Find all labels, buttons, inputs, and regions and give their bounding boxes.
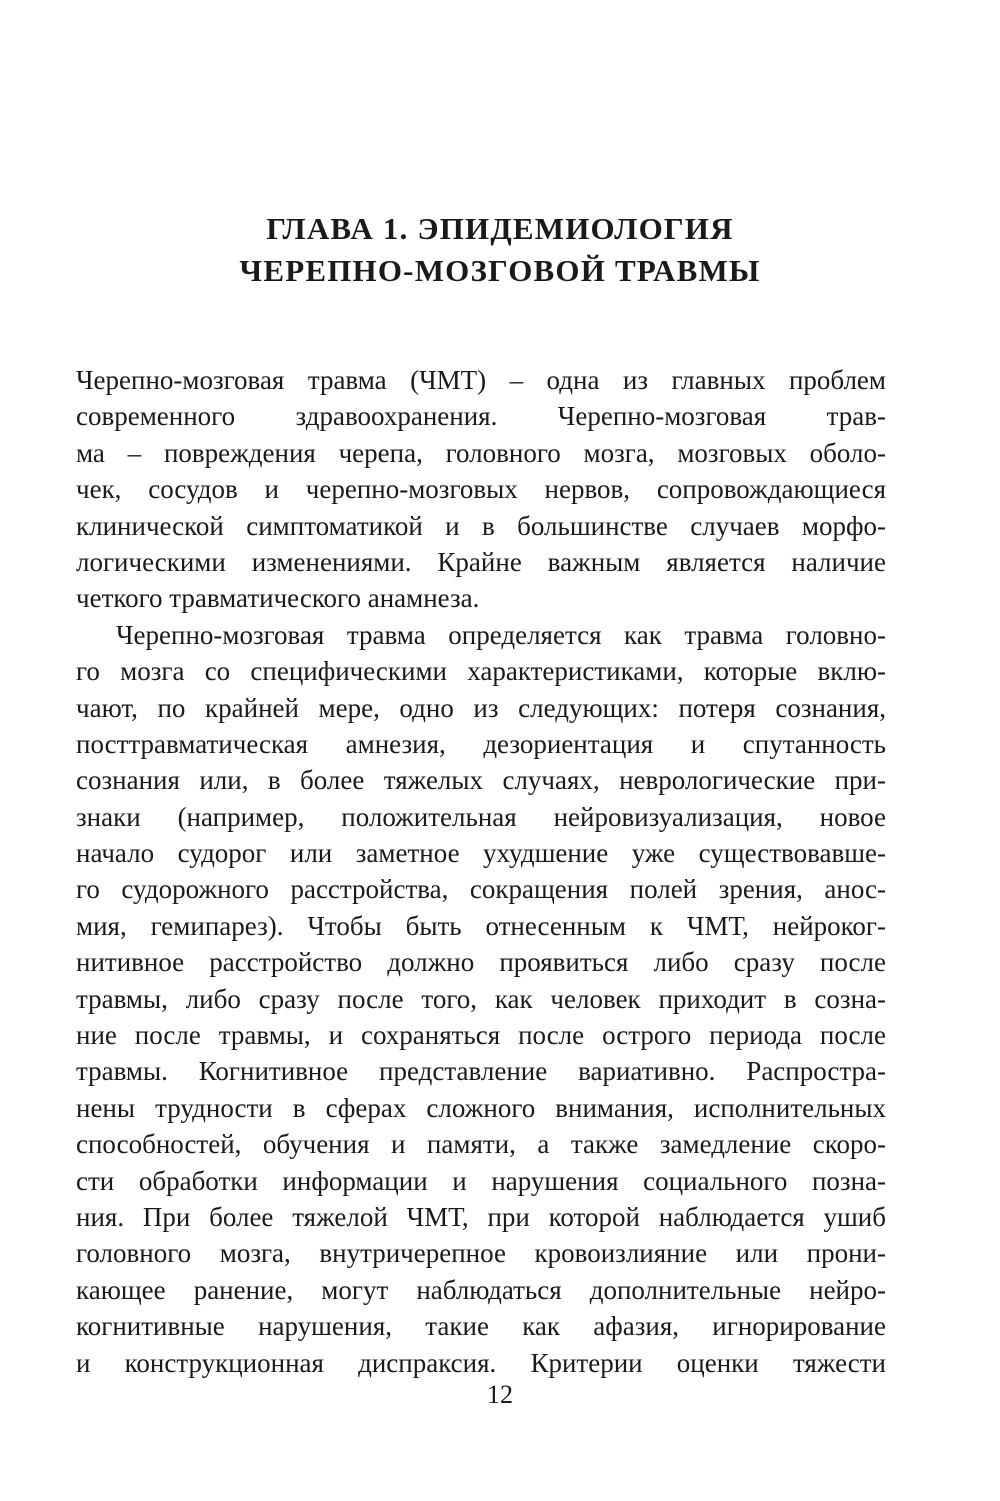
text-line: способностей, обучения и памяти, а также замедление скоро- <box>76 1129 886 1160</box>
text-line: ма – повреждения черепа, головного мозга, мозговых оболо- <box>76 437 886 468</box>
body-text <box>76 362 886 1381</box>
text-line: чают, по крайней мере, одно из следующих: потеря сознания, <box>76 692 886 723</box>
text-line: и конструкционная диспраксия. Критерии оценки тяжести <box>76 1347 886 1378</box>
chapter-title <box>0 208 1000 292</box>
text-line: сти обработки информации и нарушения социального позна- <box>76 1165 886 1196</box>
text-line: травмы. Когнитивное представление вариативно. Распростра- <box>76 1056 886 1087</box>
text-line: ния. При более тяжелой ЧМТ, при которой наблюдается ушиб <box>76 1201 886 1232</box>
page-number: 12 <box>487 1380 513 1409</box>
text-line: нитивное расстройство должно проявиться либо сразу после <box>76 947 886 978</box>
text-line: Черепно-мозговая травма определяется как травма головно- <box>116 619 886 650</box>
chapter-title-line-1: ГЛАВА 1. ЭПИДЕМИОЛОГИЯ <box>266 211 734 246</box>
text-line: Черепно-мозговая травма (ЧМТ) – одна из главных проблем <box>76 365 886 395</box>
text-line: головного мозга, внутричерепное кровоизлияние или прони- <box>76 1238 886 1269</box>
text-line: чек, сосудов и черепно-мозговых нервов, сопровождающиеся <box>76 474 886 505</box>
text-line: сознания или, в более тяжелых случаях, неврологические при- <box>76 765 886 796</box>
paragraph-2 <box>76 617 886 1381</box>
text-line: посттравматическая амнезия, дезориентация и спутанность <box>76 728 886 759</box>
text-line: клинической симптоматикой и в большинстве случаев морфо- <box>76 510 886 541</box>
text-line: начало судорог или заметное ухудшение уже существовавше- <box>76 838 886 869</box>
text-line: знаки (например, положительная нейровизуализация, новое <box>76 801 886 832</box>
text-line: современного здравоохранения. Черепно-мозговая трав- <box>76 401 886 432</box>
text-line: травмы, либо сразу после того, как человек приходит в созна- <box>76 983 886 1014</box>
text-line: ние после травмы, и сохраняться после острого периода после <box>76 1020 886 1051</box>
text-line: логическими изменениями. Крайне важным является наличие <box>76 546 886 577</box>
paragraph-1 <box>76 362 886 617</box>
text-line: го мозга со специфическими характеристиками, которые вклю- <box>76 656 886 687</box>
text-line: кающее ранение, могут наблюдаться дополнительные нейро- <box>76 1274 886 1305</box>
text-line: четкого травматического анамнеза. <box>76 583 480 614</box>
chapter-title-line-2: ЧЕРЕПНО-МОЗГОВОЙ ТРАВМЫ <box>239 253 761 288</box>
text-line: го судорожного расстройства, сокращения полей зрения, анос- <box>76 874 886 905</box>
text-line: когнитивные нарушения, такие как афазия, игнорирование <box>76 1311 886 1342</box>
text-line: мия, гемипарез). Чтобы быть отнесенным к ЧМТ, нейроког- <box>76 910 886 941</box>
text-line: нены трудности в сферах сложного внимания, исполнительных <box>76 1092 886 1123</box>
